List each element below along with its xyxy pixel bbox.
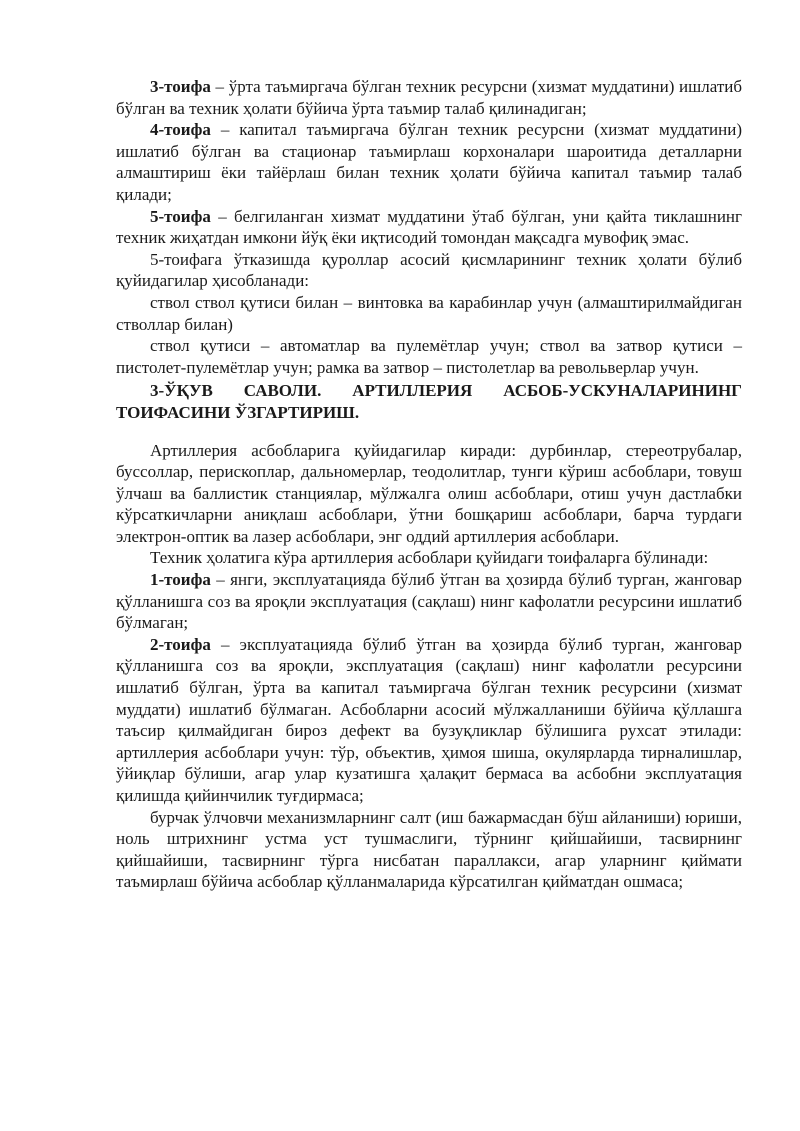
paragraph-text: – белгиланган хизмат муддатини ўтаб бўлган, уни қайта тиклашнинг техник жиҳатдан имкони йўқ ёки иқтисодий томондан мақсадга мувофиқ эмас. — [116, 206, 742, 248]
paragraph-artillery-instruments — [116, 440, 742, 548]
paragraph-transfer-intro — [116, 249, 742, 292]
category-label: 4-тоифа — [150, 120, 211, 140]
paragraph-text: – капитал таъмиргача бўлган техник ресурсни (хизмат муддатини) ишлатиб бўлган ва стационар таъмирлаш корхоналари шароитида деталларни алмаштириш ёки тайёрлаш билан техник ҳолати бўйича капитал таъмир талаб қилади; — [116, 120, 742, 204]
section-heading: 3-ЎҚУВ САВОЛИ. АРТИЛЛЕРИЯ АСБОБ-УСКУНАЛАРИНИНГ ТОИФАСИНИ ЎЗГАРТИРИШ. — [116, 381, 742, 422]
paragraph-text: ствол ствол қутиси билан – винтовка ва карабинлар учун (алмаштирилмайдиган стволлар билан) — [116, 292, 742, 334]
paragraph-barrel-rifles — [116, 292, 742, 335]
category-label: 5-тоифа — [150, 206, 211, 226]
paragraph-barrel-automatics — [116, 335, 742, 378]
paragraph-text: бурчак ўлчовчи механизмларнинг салт (иш бажармасдан бўш айланиши) юриши, ноль штрихнинг устма уст тушмаслиги, тўрнинг қийшайиши, тасвирнинг қийшайиши, тасвирнинг тўрга нисбатан параллакси, агар уларнинг қиймати таъмирлаш бўйича асбоблар қўлланмаларида кўрсатилган қийматдан ошмаса; — [116, 807, 742, 892]
category-label: 2-тоифа — [150, 634, 211, 654]
heading-spacer — [116, 424, 742, 440]
paragraph-category-2 — [116, 634, 742, 807]
paragraph-categories-intro — [116, 547, 742, 569]
document-page — [116, 76, 742, 893]
paragraph-text: Техник ҳолатига кўра артиллерия асбоблари қуйидаги тоифаларга бўлинади: — [150, 548, 709, 568]
paragraph-category-4 — [116, 119, 742, 205]
paragraph-category-1 — [116, 569, 742, 634]
paragraph-category-3 — [116, 76, 742, 119]
paragraph-text: 5-тоифага ўтказишда қуроллар асосий қисмларининг техник ҳолати бўлиб қуйидагилар ҳисобланади: — [116, 249, 742, 291]
category-label: 3-тоифа — [150, 77, 211, 96]
paragraph-category-5 — [116, 206, 742, 249]
paragraph-angle-mechanisms — [116, 807, 742, 893]
paragraph-text: Артиллерия асбобларига қуйидагилар киради: дурбинлар, стереотрубалар, буссоллар, перископлар, дальномерлар, теодолитлар, тунги кўриш асбоблари, товуш ўлчаш ва баллистик станциялар, мўлжалга олиш асбоблари, отиш учун дастлабки кўрсаткичларни аниқлаш асбоблари, ўтни бошқариш асбоблари, барча турдаги электрон-оптик ва лазер асбоблари, энг оддий артиллерия асбоблари. — [116, 440, 742, 546]
paragraph-text: ствол қутиси – автоматлар ва пулемётлар учун; ствол ва затвор қутиси – пистолет-пулемётлар учун; рамка ва затвор – пистолетлар ва револьверлар учун. — [116, 336, 742, 377]
paragraph-text: – ўрта таъмиргача бўлган техник ресурсни (хизмат муддатини) ишлатиб бўлган ва техник ҳолати бўйича ўрта таъмир талаб қилинадиган; — [116, 77, 742, 118]
category-label: 1-тоифа — [150, 570, 211, 590]
paragraph-text: – янги, эксплуатацияда бўлиб ўтган ва ҳозирда бўлиб турган, жанговар қўлланишга соз ва яроқли эксплуатация (сақлаш) нинг кафолатли ресурсини ишлатиб бўлмаган; — [116, 570, 742, 633]
paragraph-text: – эксплуатацияда бўлиб ўтган ва ҳозирда бўлиб турган, жанговар қўлланишга соз ва яроқли, эксплуатация (сақлаш) нинг кафолатли ресурсини ишлатиб бўлган, ўрта ва капитал таъмиргача бўлган техник ресурсини (хизмат муддати) ишлатиб бўлмаган. Асбобларни асосий мўлжалланиши бўйича қўллашга таъсир қилмайдиган бироз дефект ва бузуқликлар бўлишига рухсат этилади: артиллерия асбоблари учун: тўр, объектив, ҳимоя шиша, окулярларда тирналишлар, ўйиқлар бўлиши, агар улар кузатишга ҳалақит бермаса ва асбобни эксплуатация қилишда қийинчилик туғдирмаса; — [116, 634, 742, 805]
